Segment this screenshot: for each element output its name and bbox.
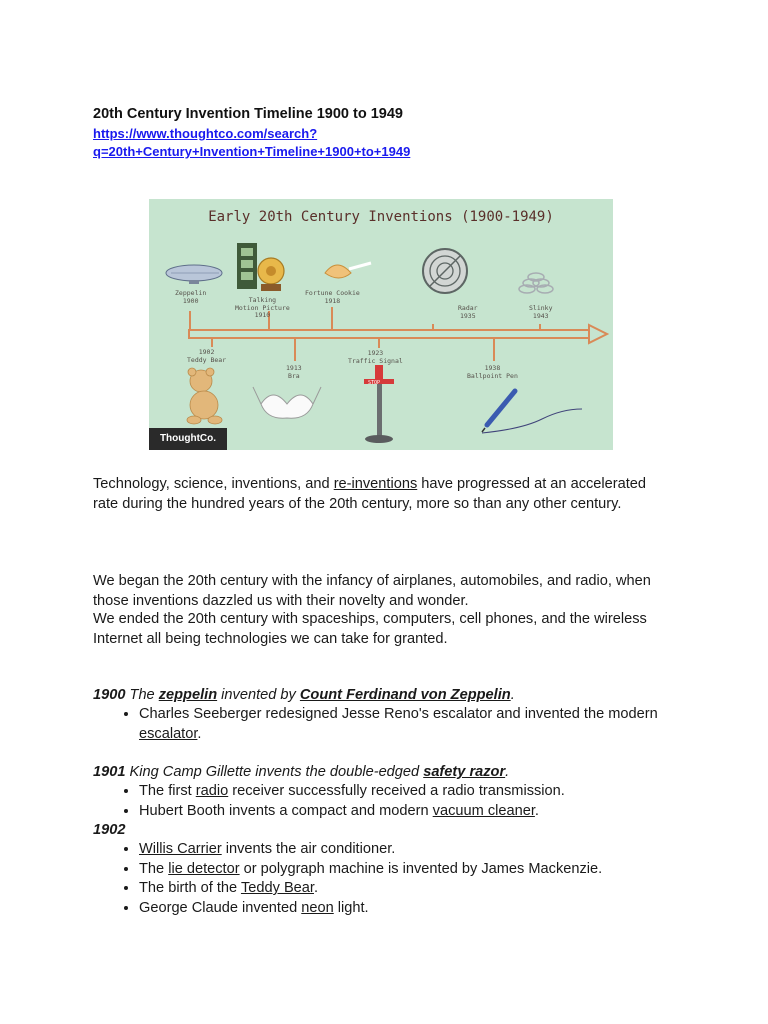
gramophone-icon <box>258 258 284 291</box>
label-traffic-signal: 1923 Traffic Signal <box>348 349 403 365</box>
label-ballpoint-pen: 1938 Ballpoint Pen <box>467 364 518 380</box>
year-1901: 1901 <box>93 764 126 780</box>
list-item: • Hubert Booth invents a compact and modern vacuum cleaner. <box>139 802 699 822</box>
list-1902 <box>93 840 699 918</box>
lie-detector-link[interactable]: lie detector <box>168 860 240 877</box>
list-1901 <box>93 782 699 821</box>
thoughtco-logo: ThoughtCo. <box>149 428 227 450</box>
label-teddy-bear: 1902 Teddy Bear <box>187 348 227 364</box>
entry-1900-heading: 1900 The zeppelin invented by Count Ferdinand von Zeppelin. <box>93 687 515 703</box>
label-fortune-cookie: Fortune Cookie 1918 <box>305 289 360 305</box>
page-title: 20th Century Invention Timeline 1900 to 1949 <box>93 106 403 122</box>
label-zeppelin: Zeppelin 1900 <box>175 289 207 305</box>
entry-1901-heading: 1901 King Camp Gillette invents the double-edged safety razor. <box>93 764 510 780</box>
zeppelin-icon <box>166 265 222 284</box>
radio-link[interactable]: radio <box>195 783 229 799</box>
slinky-icon <box>519 273 553 293</box>
list-item: • George Claude invented neon light. <box>139 899 699 919</box>
teddy-bear-icon <box>187 368 222 424</box>
list-item: • Charles Seeberger redesigned Jesse Reno's escalator and invented the modern escalator. <box>139 705 699 744</box>
willis-carrier-link[interactable]: Willis Carrier <box>139 841 222 857</box>
re-inventions-link[interactable]: re-inventions <box>333 476 418 492</box>
stop-sign-text: STOP <box>368 380 381 386</box>
bra-icon <box>253 387 321 418</box>
intro-paragraph-2: We began the 20th century with the infancy of airplanes, automobiles, and radio, when those inventions dazzled us with their novelty and wonder. <box>93 573 651 609</box>
zeppelin-link[interactable]: zeppelin <box>158 687 218 703</box>
fortune-cookie-icon <box>325 263 371 278</box>
label-radar: Radar 1935 <box>458 304 478 320</box>
source-link-line2[interactable]: q=20th+Century+Invention+Timeline+1900+to+1949 <box>93 144 411 159</box>
label-talking-motion-picture: Talking Motion Picture 1910 <box>235 296 290 319</box>
radar-icon <box>423 249 467 293</box>
list-item: • The birth of the Teddy Bear. <box>139 879 699 899</box>
list-1900 <box>93 705 699 744</box>
list-item: • Willis Carrier invents the air conditioner. <box>139 840 699 860</box>
timeline-infographic <box>149 199 613 450</box>
source-link-line1[interactable]: https://www.thoughtco.com/search? <box>93 126 318 141</box>
list-item: • The lie detector or polygraph machine is invented by James Mackenzie. <box>139 860 699 880</box>
neon-link[interactable]: neon <box>301 899 334 916</box>
label-slinky: Slinky 1943 <box>529 304 553 320</box>
label-bra: 1913 Bra <box>286 364 302 380</box>
safety-razor-link[interactable]: safety razor <box>423 764 506 780</box>
list-item: • The first radio receiver successfully received a radio transmission. <box>139 782 699 802</box>
year-1902: 1902 <box>93 822 126 838</box>
escalator-link[interactable]: escalator <box>139 725 198 742</box>
entry-1902-heading <box>93 821 125 841</box>
intro-paragraph-3: We ended the 20th century with spaceships, computers, cell phones, and the wireless Internet all being technologies we can take for granted. <box>93 611 647 647</box>
timeline-graphic <box>149 199 613 450</box>
film-strip-icon <box>237 243 257 289</box>
intro-paragraph-1: Technology, science, inventions, and re-inventions have progressed at an accelerated rate during the hundred years of the 20th century, more so than any other century. <box>93 476 647 512</box>
ballpoint-pen-icon <box>482 391 582 433</box>
year-1900: 1900 <box>93 687 126 703</box>
traffic-signal-icon <box>364 365 394 443</box>
teddy-bear-link[interactable]: Teddy Bear <box>240 880 314 896</box>
count-zeppelin-link[interactable]: Count Ferdinand von Zeppelin <box>299 687 511 703</box>
infographic-title: Early 20th Century Inventions (1900-1949) <box>208 209 554 225</box>
vacuum-cleaner-link[interactable]: vacuum cleaner <box>432 802 535 819</box>
